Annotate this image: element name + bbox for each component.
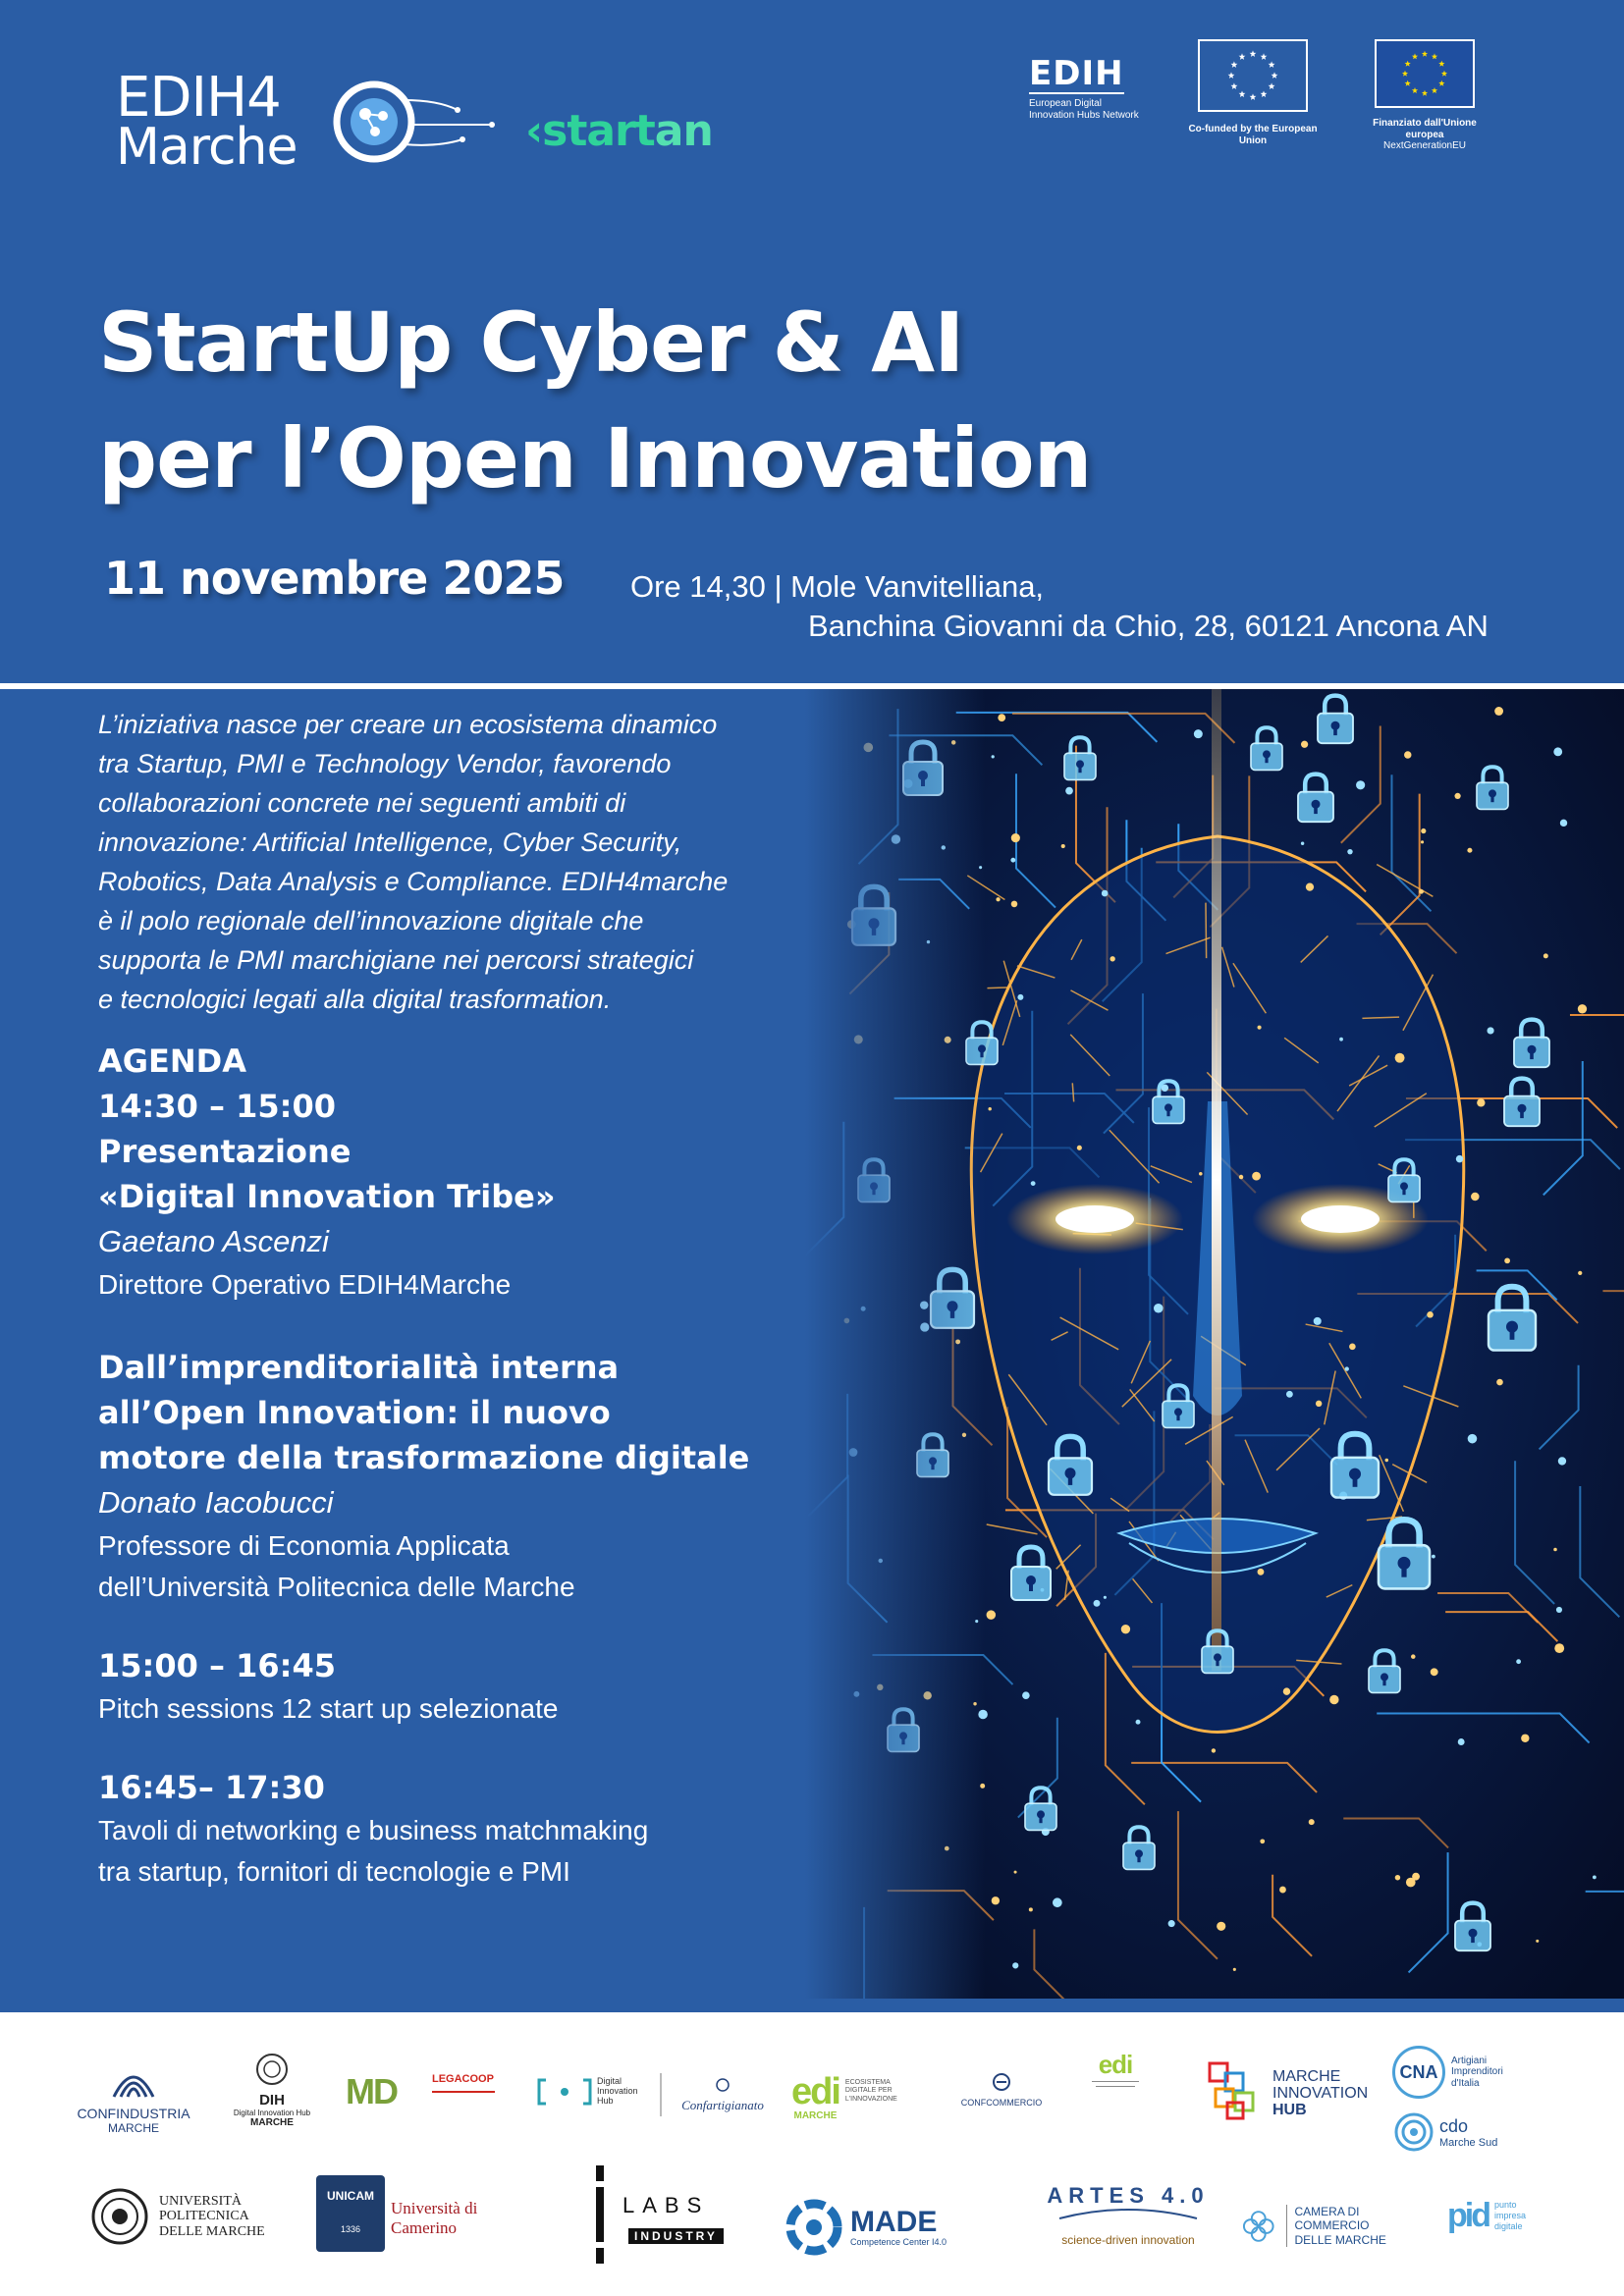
eu-star-icon	[1441, 71, 1447, 77]
eu-star-icon	[1231, 61, 1238, 68]
eu-star-icon	[1405, 61, 1411, 67]
camera-line-1: CAMERA DI COMMERCIO	[1294, 2205, 1370, 2233]
dih-seal-icon	[254, 2052, 290, 2087]
eu-star-icon	[1239, 91, 1246, 98]
edi-sub: MARCHE	[793, 2110, 838, 2121]
camerino-text: Università di Camerino	[391, 2199, 478, 2237]
edih-network-mark: EDIH	[1029, 54, 1124, 93]
cdo-sub: Marche Sud	[1439, 2136, 1498, 2149]
cna-caption: Artigiani Imprenditori d'Italia	[1451, 2055, 1503, 2089]
edih4marche-logo	[116, 66, 489, 179]
artes-orbit-icon	[1055, 2209, 1202, 2228]
artes-logo	[1045, 2183, 1212, 2247]
edi-small-rule	[1096, 2086, 1135, 2087]
cna-logo	[1392, 2046, 1530, 2099]
event-date: 11 novembre 2025	[104, 552, 565, 605]
eu-next-title: Finanziato dall'Unione europea	[1373, 118, 1477, 140]
dih-marche-logo	[218, 2052, 326, 2128]
marche-innovation-hub-logo	[1206, 2059, 1382, 2122]
dih-brackets-icon	[536, 2077, 593, 2107]
cdo-logo	[1392, 2110, 1530, 2154]
md-logo	[346, 2071, 397, 2112]
spacer	[98, 1306, 805, 1345]
mih-line-3: HUB	[1272, 2101, 1307, 2118]
event-venue-line-1: Ore 14,30 | Mole Vanvitelliana,	[630, 569, 1045, 604]
made-logo	[784, 2197, 960, 2258]
confartigianato-logo	[674, 2077, 772, 2113]
mih-line-1: MARCHE	[1272, 2068, 1341, 2085]
session-4-desc-1: Tavoli di networking e business matchmaking	[98, 1815, 649, 1845]
session-1-time: 14:30 – 15:00	[98, 1088, 336, 1125]
eu-star-icon	[1438, 61, 1444, 67]
intro-line: L’iniziativa nasce per creare un ecosistema dinamico	[98, 710, 718, 739]
eu-flag-icon	[1198, 39, 1308, 112]
edi-text: edi	[791, 2071, 839, 2112]
labs-text: LABS	[623, 2193, 710, 2217]
agenda-section	[98, 1039, 805, 1893]
session-1-title-1: Presentazione	[98, 1133, 352, 1170]
pid-mark: pid	[1447, 2197, 1489, 2234]
eu-next-caption	[1365, 118, 1485, 152]
session-2-title-1: Dall’imprenditorialità interna	[98, 1349, 620, 1386]
startan-logo	[525, 106, 713, 156]
spacer	[98, 1730, 805, 1765]
eu-star-icon	[1261, 53, 1268, 60]
labs-sub: INDUSTRY	[628, 2228, 724, 2244]
confartigianato-text: Confartigianato	[681, 2098, 764, 2112]
eu-star-icon	[1239, 53, 1246, 60]
unicam-year: 1336	[340, 2224, 361, 2234]
eu-star-icon	[1402, 71, 1408, 77]
legacoop-text: LEGACOOP	[432, 2073, 494, 2085]
confcommercio-logo	[943, 2071, 1060, 2108]
intro-line: supporta le PMI marchigiane nei percorsi strategici	[98, 945, 694, 975]
logo-divider	[660, 2073, 662, 2116]
startan-suffix: an	[654, 106, 713, 156]
eu-cofunded-caption: Co-funded by the European Union	[1188, 124, 1318, 146]
edi-small-text: edi	[1098, 2050, 1133, 2079]
artes-sub: science-driven innovation	[1061, 2233, 1195, 2247]
intro-line: collaborazioni concrete nei seguenti ambiti di	[98, 788, 626, 818]
edi-small-rule	[1092, 2081, 1139, 2082]
dih-line-text: Digital Innovation Hub	[597, 2076, 638, 2106]
eu-star-icon	[1231, 82, 1238, 89]
mih-line-2: INNOVATION	[1272, 2084, 1369, 2102]
session-2-speaker: Donato Iacobucci	[98, 1485, 334, 1520]
session-2-role-1: Professore di Economia Applicata	[98, 1530, 510, 1561]
title-line-1: StartUp Cyber & AI	[98, 294, 964, 391]
edih4-text: EDIH4	[116, 66, 281, 130]
mih-text	[1272, 2069, 1368, 2122]
pid-logo	[1447, 2197, 1545, 2235]
intro-line: e tecnologici legati alla digital trasformation.	[98, 985, 612, 1014]
intro-paragraph	[98, 705, 785, 1019]
title-line-2: per l’Open Innovation	[98, 410, 1092, 507]
eu-star-icon	[1250, 93, 1257, 100]
event-title	[98, 285, 1092, 516]
cna-badge	[1392, 2046, 1445, 2099]
intro-line: tra Startup, PMI e Technology Vendor, favorendo	[98, 749, 672, 778]
eu-star-icon	[1405, 80, 1411, 86]
mih-squares-icon	[1206, 2059, 1269, 2122]
dih-network-logo	[536, 2077, 658, 2107]
unicam-logo	[316, 2175, 385, 2252]
made-sub: Competence Center I4.0	[850, 2237, 947, 2247]
edi-small-logo	[1086, 2052, 1145, 2091]
session-2-title-3: motore della trasformazione digitale	[98, 1439, 750, 1476]
network-circle-icon	[320, 71, 497, 179]
session-4-desc-2: tra startup, fornitori di tecnologie e PMI	[98, 1856, 570, 1887]
eu-star-icon	[1432, 87, 1437, 93]
cdo-swirl-icon	[1392, 2110, 1435, 2154]
eu-star-icon	[1412, 53, 1418, 59]
ai-face-illustration	[805, 689, 1624, 1999]
eu-stars-gold-icon	[1377, 41, 1473, 106]
edih-network-logo	[1029, 54, 1147, 121]
confindustria-emblem-icon	[109, 2057, 158, 2101]
camerino-logo	[391, 2199, 528, 2238]
md-text: MD	[346, 2071, 397, 2111]
confartigianato-emblem-icon	[715, 2077, 731, 2093]
eu-star-icon	[1269, 61, 1275, 68]
univpm-line-1: UNIVERSITÀ	[159, 2193, 242, 2209]
confcommercio-text: CONFCOMMERCIO	[960, 2098, 1043, 2108]
cna-text: CNA	[1399, 2061, 1438, 2082]
dih-text: DIH	[259, 2092, 285, 2109]
confindustria-sub: MARCHE	[107, 2121, 159, 2135]
session-2-title-2: all’Open Innovation: il nuovo	[98, 1394, 611, 1431]
dih-sub: Digital Innovation Hub	[233, 2109, 311, 2117]
session-3-time: 15:00 – 16:45	[98, 1647, 336, 1684]
startan-prefix: ‹start	[525, 106, 655, 156]
unicam-text: UNICAM	[327, 2189, 374, 2203]
dih-sub-2: MARCHE	[250, 2117, 294, 2128]
camera-flower-icon	[1239, 2207, 1278, 2246]
camera-text	[1286, 2205, 1436, 2247]
made-text-block	[850, 2208, 947, 2247]
edi-caption: ECOSISTEMA DIGITALE PER L'INNOVAZIONE	[844, 2079, 897, 2103]
edi-block	[791, 2073, 839, 2121]
eu-star-icon	[1422, 51, 1428, 57]
camera-line-2: DELLE MARCHE	[1294, 2232, 1386, 2247]
eu-star-icon	[1250, 50, 1257, 57]
session-2-role-2: dell’Università Politecnica delle Marche	[98, 1572, 575, 1602]
eu-star-icon	[1422, 90, 1428, 96]
session-1-speaker: Gaetano Ascenzi	[98, 1224, 329, 1258]
confindustria-logo	[73, 2057, 194, 2135]
session-1-title-2: «Digital Innovation Tribe»	[98, 1178, 556, 1215]
artes-text: ARTES 4.0	[1047, 2183, 1210, 2208]
spacer	[98, 1608, 805, 1643]
eu-star-icon	[1412, 87, 1418, 93]
labs-bar-icon	[593, 2165, 607, 2264]
eu-star-icon	[1438, 80, 1444, 86]
edih-network-caption: European Digital Innovation Hubs Network	[1029, 98, 1139, 121]
univpm-line-2: POLITECNICA	[159, 2209, 249, 2224]
pid-text: punto impresa digitale	[1493, 2200, 1526, 2231]
eu-flag-next-icon	[1375, 39, 1475, 108]
eu-star-icon	[1261, 91, 1268, 98]
made-text: MADE	[850, 2206, 938, 2238]
intro-line: innovazione: Artificial Intelligence, Cyber Security,	[98, 828, 682, 857]
legacoop-rule	[432, 2091, 495, 2093]
intro-line: Robotics, Data Analysis e Compliance. EDIH4marche	[98, 867, 729, 896]
univpm-seal-icon	[90, 2187, 149, 2246]
made-gear-icon	[784, 2197, 844, 2258]
edi-marche-logo	[791, 2073, 929, 2121]
univpm-text	[159, 2194, 265, 2239]
marche-text: Marche	[116, 118, 298, 177]
eu-stars-icon	[1200, 41, 1306, 110]
cdo-text-block	[1439, 2116, 1497, 2149]
univpm-line-3: DELLE MARCHE	[159, 2223, 265, 2239]
camera-commercio-logo	[1239, 2205, 1435, 2247]
intro-line: è il polo regionale dell’innovazione digitale che	[98, 906, 644, 935]
session-4-time: 16:45– 17:30	[98, 1769, 325, 1806]
eu-star-icon	[1432, 53, 1437, 59]
cdo-text: cdo	[1439, 2115, 1469, 2136]
confcommercio-emblem-icon	[991, 2071, 1012, 2093]
session-1-role: Direttore Operativo EDIH4Marche	[98, 1269, 512, 1300]
eu-star-icon	[1228, 72, 1235, 79]
eu-next-sub: NextGenerationEU	[1383, 140, 1466, 151]
eu-star-icon	[1269, 82, 1275, 89]
eu-star-icon	[1272, 72, 1278, 79]
agenda-heading: AGENDA	[98, 1042, 246, 1080]
session-3-desc: Pitch sessions 12 start up selezionate	[98, 1693, 559, 1724]
univpm-logo	[90, 2187, 277, 2246]
event-venue-line-2: Banchina Giovanni da Chio, 28, 60121 Ancona AN	[808, 609, 1489, 643]
confindustria-text: CONFINDUSTRIA	[77, 2106, 190, 2121]
legacoop-logo	[432, 2073, 501, 2093]
